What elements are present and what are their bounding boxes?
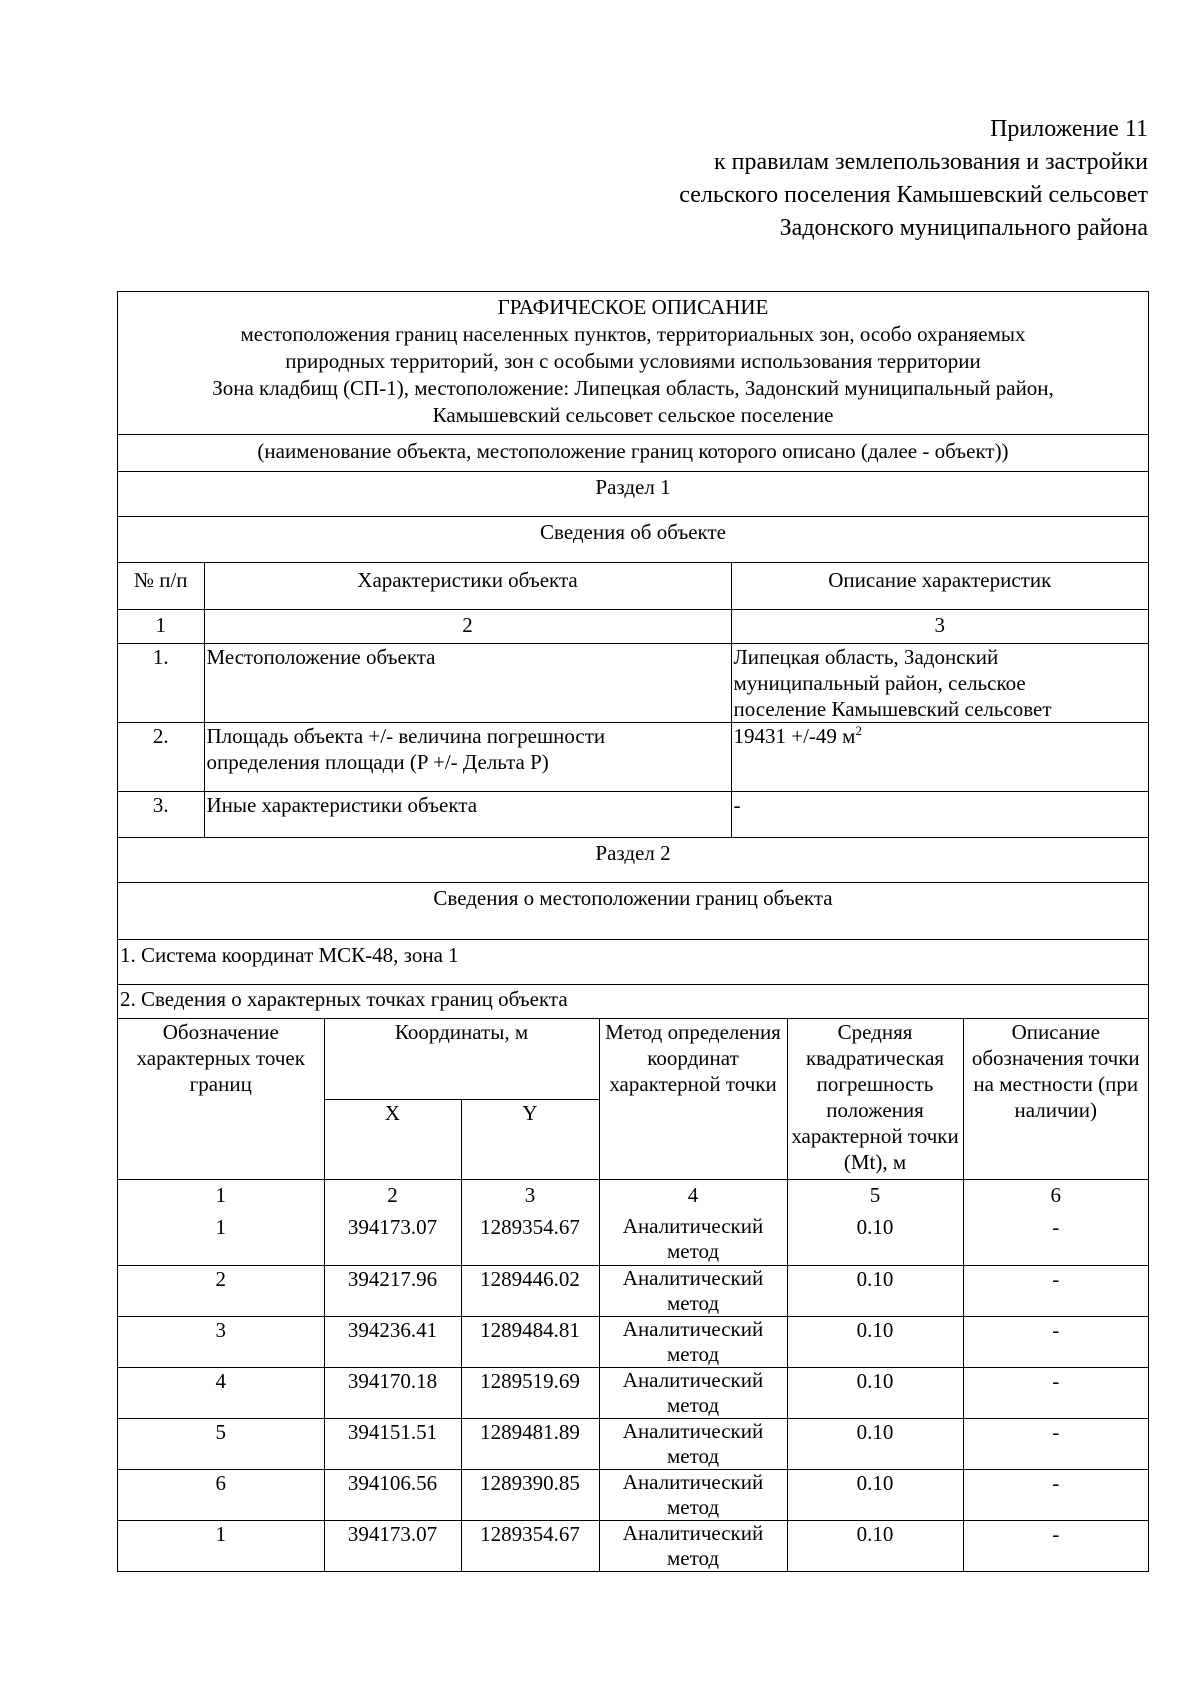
point-y: 1289390.85	[461, 1469, 599, 1520]
points-table-wrap	[118, 1019, 1148, 1571]
object-info-table-wrap	[118, 563, 1148, 838]
col-number: 6	[963, 1179, 1148, 1214]
point-id: 3	[118, 1316, 324, 1367]
point-mt: 0.10	[787, 1316, 963, 1367]
point-method: Аналитический метод	[599, 1214, 787, 1265]
point-x: 394173.07	[324, 1520, 461, 1571]
points-table	[118, 1019, 1148, 1571]
col-header-error: Средняя квадратическая погрешность положения характерной точки (Mt), м	[787, 1019, 963, 1179]
appendix-line: сельского поселения Камышевский сельсовет	[679, 182, 1148, 208]
point-mt: 0.10	[787, 1265, 963, 1316]
section1-title: Раздел 1	[118, 472, 1148, 517]
value-line: Липецкая область, Задонский	[733, 644, 999, 669]
col-header-method: Метод определения координат характерной точки	[599, 1019, 787, 1179]
col-header-characteristic: Характеристики объекта	[204, 563, 731, 609]
characteristic-name	[204, 722, 731, 791]
col-number: 2	[204, 609, 731, 643]
point-method: Аналитический метод	[599, 1418, 787, 1469]
table-header-row	[118, 563, 1148, 609]
table-header-row	[118, 1019, 1148, 1099]
coordinate-system: 1. Система координат МСК-48, зона 1	[118, 940, 1148, 985]
point-method: Аналитический метод	[599, 1520, 787, 1571]
col-number: 3	[731, 609, 1148, 643]
point-id: 4	[118, 1367, 324, 1418]
point-y: 1289481.89	[461, 1418, 599, 1469]
point-description: -	[963, 1520, 1148, 1571]
point-method: Аналитический метод	[599, 1316, 787, 1367]
appendix-block	[448, 113, 1148, 245]
value-line: муниципальный район, сельское	[733, 670, 1026, 695]
table-row	[118, 1520, 1148, 1571]
table-row	[118, 1418, 1148, 1469]
point-x: 394151.51	[324, 1418, 461, 1469]
table-row	[118, 1469, 1148, 1520]
points-body	[118, 1214, 1148, 1571]
point-description: -	[963, 1316, 1148, 1367]
section2-subtitle: Сведения о местоположении границ объекта	[118, 883, 1148, 940]
point-x: 394170.18	[324, 1367, 461, 1418]
col-header-x: X	[324, 1099, 461, 1179]
table-row	[118, 1316, 1148, 1367]
point-id: 1	[118, 1520, 324, 1571]
point-method: Аналитический метод	[599, 1367, 787, 1418]
point-x: 394217.96	[324, 1265, 461, 1316]
row-number: 2.	[118, 722, 204, 791]
point-description: -	[963, 1418, 1148, 1469]
point-id: 1	[118, 1214, 324, 1265]
area-value: 19431 +/-49 м	[733, 723, 856, 748]
col-number: 1	[118, 1179, 324, 1214]
point-description: -	[963, 1367, 1148, 1418]
table-row	[118, 643, 1148, 722]
table-row	[118, 1214, 1148, 1265]
document-frame	[117, 291, 1149, 1572]
point-y: 1289519.69	[461, 1367, 599, 1418]
col-number: 1	[118, 609, 204, 643]
col-number: 4	[599, 1179, 787, 1214]
column-number-row	[118, 609, 1148, 643]
point-x: 394173.07	[324, 1214, 461, 1265]
appendix-line: Задонского муниципального района	[779, 215, 1148, 241]
header-line: Зона кладбищ (СП-1), местоположение: Липецкая область, Задонский муниципальный район,	[212, 376, 1054, 400]
col-header-y: Y	[461, 1099, 599, 1179]
point-method: Аналитический метод	[599, 1265, 787, 1316]
point-mt: 0.10	[787, 1418, 963, 1469]
point-id: 6	[118, 1469, 324, 1520]
section1-subtitle: Сведения об объекте	[118, 517, 1148, 563]
row-number: 1.	[118, 643, 204, 722]
point-method: Аналитический метод	[599, 1469, 787, 1520]
header-line: Камышевский сельсовет сельское поселение	[432, 403, 834, 427]
object-caption: (наименование объекта, местоположение границ которого описано (далее - объект))	[118, 435, 1148, 472]
point-mt: 0.10	[787, 1520, 963, 1571]
col-number: 2	[324, 1179, 461, 1214]
header-line: природных территорий, зон с особыми условиями использования территории	[285, 349, 981, 373]
point-id: 5	[118, 1418, 324, 1469]
table-row	[118, 791, 1148, 837]
point-description: -	[963, 1214, 1148, 1265]
section2-title: Раздел 2	[118, 838, 1148, 883]
appendix-line: к правилам землепользования и застройки	[713, 149, 1148, 175]
characteristic-name: Иные характеристики объекта	[204, 791, 731, 837]
point-description: -	[963, 1265, 1148, 1316]
point-description: -	[963, 1469, 1148, 1520]
point-y: 1289446.02	[461, 1265, 599, 1316]
col-header-coords: Координаты, м	[324, 1019, 599, 1099]
point-x: 394236.41	[324, 1316, 461, 1367]
col-header-num: № п/п	[118, 563, 204, 609]
characteristic-value	[731, 722, 1148, 791]
table-row	[118, 1265, 1148, 1316]
object-info-table	[118, 563, 1148, 837]
point-mt: 0.10	[787, 1214, 963, 1265]
point-y: 1289484.81	[461, 1316, 599, 1367]
col-number: 3	[461, 1179, 599, 1214]
col-number: 5	[787, 1179, 963, 1214]
document-header	[118, 292, 1148, 435]
point-y: 1289354.67	[461, 1520, 599, 1571]
area-unit-exponent: 2	[855, 722, 862, 738]
point-mt: 0.10	[787, 1469, 963, 1520]
characteristic-value	[731, 643, 1148, 722]
col-header-designation: Обозначение характерных точек границ	[118, 1019, 324, 1179]
point-y: 1289354.67	[461, 1214, 599, 1265]
table-row	[118, 1367, 1148, 1418]
name-line: Площадь объекта +/- величина погрешности	[206, 723, 606, 748]
row-number: 3.	[118, 791, 204, 837]
appendix-line: Приложение 11	[990, 116, 1148, 142]
characteristic-value: -	[731, 791, 1148, 837]
header-line: местоположения границ населенных пунктов, территориальных зон, особо охраняемых	[240, 322, 1026, 346]
characteristic-name: Местоположение объекта	[204, 643, 731, 722]
point-id: 2	[118, 1265, 324, 1316]
name-line: определения площади (P +/- Дельта P)	[206, 749, 549, 774]
table-row	[118, 722, 1148, 791]
col-header-description: Описание характеристик	[731, 563, 1148, 609]
points-title: 2. Сведения о характерных точках границ объекта	[118, 985, 1148, 1019]
point-x: 394106.56	[324, 1469, 461, 1520]
point-mt: 0.10	[787, 1367, 963, 1418]
value-line: поселение Камышевский сельсовет	[733, 696, 1052, 721]
column-number-row	[118, 1179, 1148, 1214]
document-title: ГРАФИЧЕСКОЕ ОПИСАНИЕ	[497, 295, 769, 319]
col-header-description: Описание обозначения точки на местности (при наличии)	[963, 1019, 1148, 1179]
